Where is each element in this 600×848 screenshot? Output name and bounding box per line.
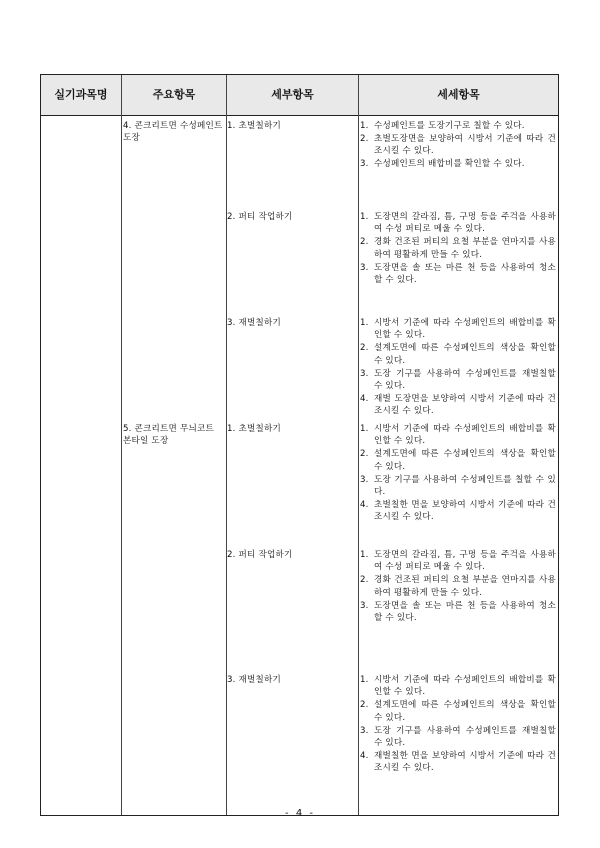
list-item: 2. 설계도면에 따른 수성페인트의 색상을 확인할 수 있다. bbox=[360, 343, 556, 366]
sub-item: 3. 재벌칠하기 bbox=[227, 675, 282, 685]
list-item: 1. 시방서 기준에 따라 수성페인트의 배합비를 확인할 수 있다. bbox=[360, 424, 556, 447]
detail-list bbox=[360, 423, 556, 524]
header-sub-item: 세부항목 bbox=[271, 88, 314, 101]
column-divider bbox=[226, 75, 227, 815]
sub-item: 1. 초벌칠하기 bbox=[227, 424, 282, 434]
detail-list bbox=[360, 211, 556, 287]
header-detail-item: 세세항목 bbox=[437, 88, 480, 101]
list-item: 2. 경화 건조된 퍼티의 요철 부분을 연마지를 사용하여 평활하게 만들 수 있다. bbox=[360, 237, 556, 260]
column-divider bbox=[358, 75, 359, 815]
list-item: 2. 설계도면에 따른 수성페인트의 색상을 확인할 수 있다. bbox=[360, 449, 556, 472]
column-divider bbox=[121, 75, 122, 815]
list-item: 3. 도장면을 솔 또는 마른 천 등을 사용하여 청소할 수 있다. bbox=[360, 262, 556, 286]
list-item: 3. 도장면을 솔 또는 마른 천 등을 사용하여 청소할 수 있다. bbox=[360, 600, 556, 624]
list-item: 2. 설계도면에 따른 수성페인트의 색상을 확인할 수 있다. bbox=[360, 700, 556, 723]
list-item: 3. 도장 기구를 사용하여 수성페인트를 재벌칠할 수 있다. bbox=[360, 725, 556, 749]
list-item: 2. 경화 건조된 퍼티의 요철 부분을 연마지를 사용하여 평활하게 만들 수 있다. bbox=[360, 575, 556, 598]
header-subject: 실기과목명 bbox=[54, 88, 108, 101]
list-item: 4. 초벌칠한 면을 보양하여 시방서 기준에 따라 건조시킬 수 있다. bbox=[360, 499, 556, 523]
sub-item: 2. 퍼티 작업하기 bbox=[227, 212, 293, 222]
list-item: 4. 재벌 도장면을 보양하여 시방서 기준에 따라 건조시킬 수 있다. bbox=[360, 393, 556, 417]
list-item: 3. 도장 기구를 사용하여 수성페인트를 칠할 수 있다. bbox=[360, 474, 556, 498]
header-main-item: 주요항목 bbox=[152, 88, 196, 101]
main-item-5: 5. 콘크리트면 무늬코트 본타일 도장 bbox=[123, 424, 214, 447]
syllabus-table bbox=[40, 74, 559, 816]
list-item: 1. 도장면의 갈라짐, 틈, 구멍 등을 주걱을 사용하여 수성 퍼티로 메울 수 있다. bbox=[360, 550, 556, 573]
detail-list bbox=[360, 317, 556, 418]
list-item: 1. 시방서 기준에 따라 수성페인트의 배합비를 확인할 수 있다. bbox=[360, 318, 556, 341]
list-item: 3. 도장 기구를 사용하여 수성페인트를 재벌칠할 수 있다. bbox=[360, 368, 556, 392]
list-item: 2. 초벌도장면을 보양하여 시방서 기준에 따라 건조시킬 수 있다. bbox=[360, 133, 556, 157]
list-item: 1. 도장면의 갈라짐, 틈, 구멍 등을 주걱을 사용하여 수성 퍼티로 메울 수 있다. bbox=[360, 212, 556, 235]
detail-list bbox=[360, 549, 556, 625]
page-number: - 4 - bbox=[285, 808, 315, 819]
table-header bbox=[41, 75, 558, 116]
list-item: 1. 수성페인트를 도장기구로 칠할 수 있다. bbox=[360, 121, 525, 131]
list-item: 3. 수성페인트의 배합비를 확인할 수 있다. bbox=[360, 159, 525, 170]
list-item: 1. 시방서 기준에 따라 수성페인트의 배합비를 확인할 수 있다. bbox=[360, 675, 556, 698]
main-item-4: 4. 콘크리트면 수성페인트 도장 bbox=[123, 121, 223, 144]
sub-item: 3. 재벌칠하기 bbox=[227, 318, 282, 328]
sub-item: 2. 퍼티 작업하기 bbox=[227, 550, 293, 560]
sub-item: 1. 초벌칠하기 bbox=[227, 121, 282, 131]
list-item: 4. 재벌칠한 면을 보양하여 시방서 기준에 따라 건조시킬 수 있다. bbox=[360, 750, 556, 774]
detail-list bbox=[360, 120, 556, 171]
detail-list bbox=[360, 674, 556, 775]
